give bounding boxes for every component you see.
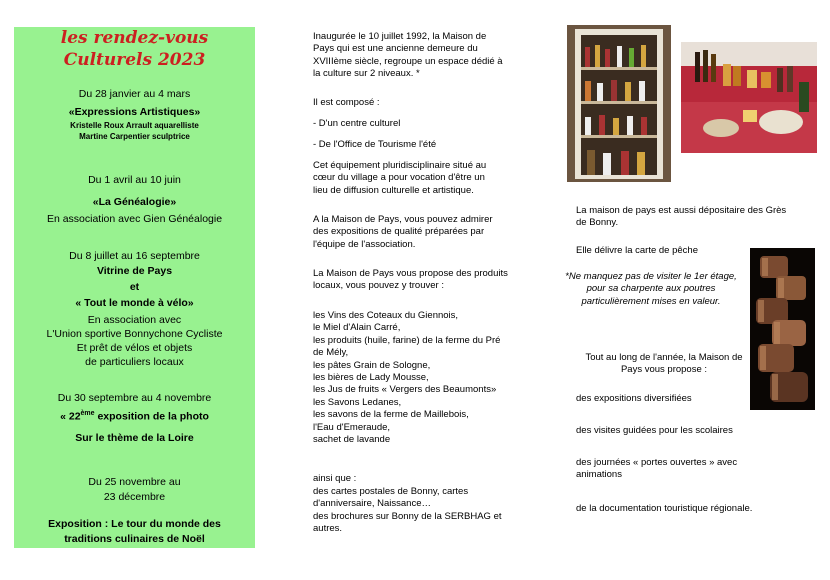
text-line: Tout au long de l'année, la Maison de [585,352,743,363]
offer-item-2: des visites guidées pour les scolaires [576,425,733,436]
offer-item-1: des expositions diversifiées [576,393,692,404]
panel-title-line1: les rendez-vous [60,28,209,48]
text-line: pour sa charpente aux poutres [586,283,716,295]
compose-heading: Il est composé : [313,97,380,108]
intro-text [313,31,513,81]
event4-date: Du 30 septembre au 4 novembre [57,392,212,404]
text-line: locaux, vous pouvez y trouver : [313,280,444,292]
list-item: de Mély, [313,347,349,359]
text-line: animations [576,469,622,481]
offer-item-3 [576,457,776,482]
list-item: les Vins des Coteaux du Giennois, [313,310,459,321]
list-item: des brochures sur Bonny de la SERBHAG et [313,510,502,522]
event5-date1: Du 25 novembre au [88,476,181,488]
text-line: des journées « portes ouvertes » avec [576,457,738,468]
event1-artist2: Martine Carpentier sculptrice [79,132,190,141]
list-item: les Savons Ledanes, [313,396,402,408]
event1-date: Du 28 janvier au 4 mars [78,88,191,100]
event3-name: Vitrine de Pays [96,265,173,277]
event2-name: «La Généalogie» [92,196,177,208]
list-item: les bières de Lady Mousse, [313,372,429,384]
text-line: particulièrement mises en valeur. [581,295,721,307]
event3-line3: Et prêt de vélos et objets [76,342,193,354]
event3-line1: En association avec [87,314,182,326]
event4-name [14,407,255,424]
events-panel [14,27,255,548]
text-line: A la Maison de Pays, vous pouvez admirer [313,214,493,225]
list-item: d'anniversaire, Naissance… [313,498,431,510]
event3-name2: « Tout le monde à vélo» [75,297,194,309]
pottery-photo [750,248,815,410]
products-list [313,310,513,446]
list-item: le Miel d'Alain Carré, [313,322,401,334]
text-line: XVIIIème siècle, regroupe un espace dédié à [313,55,503,67]
shop-shelves-photo [567,25,671,182]
event1-name: «Expressions Artistiques» [68,106,201,118]
text-line: lieu de diffusion culturelle et artistique. [313,184,474,196]
equipment-text [313,160,513,197]
list-item: sachet de lavande [313,434,391,446]
event5-date2: 23 décembre [103,491,166,503]
text-line: cœur du village a pour vocation d'être un [313,172,485,184]
text-line: des expositions de qualité préparées par [313,226,485,238]
list-item: les savons de la ferme de Maillebois, [313,409,469,421]
event4-name-sup: ème [80,410,95,417]
depository-text [576,205,816,230]
list-item: des cartes postales de Bonny, cartes [313,486,469,497]
text-line: l'équipe de l'association. [313,238,416,250]
event5-name2: traditions culinaires de Noël [64,533,205,545]
event4-name-pre: « 22 [60,410,81,423]
text-line: de Bonny. [576,217,619,229]
event3-et: et [129,281,140,293]
products-intro [313,268,513,293]
event4-sub: Sur le thème de la Loire [75,432,194,444]
event4-name-post: exposition de la photo [97,410,209,423]
shop-shelves-image [567,25,671,182]
extras-list [313,486,513,536]
text-line: La Maison de Pays vous propose des produits [313,268,508,279]
exhibitions-text [313,214,513,251]
pottery-image [750,248,815,410]
event2-sub: En association avec Gien Généalogie [46,213,223,225]
list-item: les produits (huile, farine) de la ferme du Pré [313,334,501,346]
products-table-image [681,42,817,153]
also-heading: ainsi que : [313,473,357,484]
event2-date: Du 1 avril au 10 juin [88,174,181,186]
compose-item-2: - De l'Office de Tourisme l'été [313,139,437,150]
text-line: Inaugurée le 10 juillet 1992, la Maison de [313,31,487,42]
products-table-photo [681,42,817,153]
text-line: Cet équipement pluridisciplinaire situé au [313,160,487,171]
text-line: La maison de pays est aussi dépositaire des Grès [576,205,787,216]
year-intro [576,352,752,377]
panel-title-line2: Culturels 2023 [63,50,206,70]
event1-artist1: Kristelle Roux Arrault aquarelliste [70,121,199,130]
event3-date: Du 8 juillet au 16 septembre [69,250,200,262]
text-line: Pays vous propose : [620,364,708,376]
compose-item-1: - D'un centre culturel [313,118,401,129]
list-item: les Jus de fruits « Vergers des Beaumonts» [313,384,497,396]
visit-note [556,271,746,308]
text-line: la culture sur 2 niveaux. * [313,68,420,80]
event5-name1: Exposition : Le tour du monde des [48,518,221,530]
list-item: les pâtes Grain de Sologne, [313,359,431,371]
text-line: Pays qui est une ancienne demeure du [313,43,478,55]
text-line: *Ne manquez pas de visiter le 1er étage, [565,271,737,282]
list-item: autres. [313,523,343,535]
fishing-card-text: Elle délivre la carte de pêche [576,245,698,256]
event3-line2: L'Union sportive Bonnychone Cycliste [46,328,223,340]
list-item: l'Eau d'Emeraude, [313,421,391,433]
event3-line4: de particuliers locaux [85,356,184,368]
offer-item-4: de la documentation touristique régionale. [576,503,753,514]
